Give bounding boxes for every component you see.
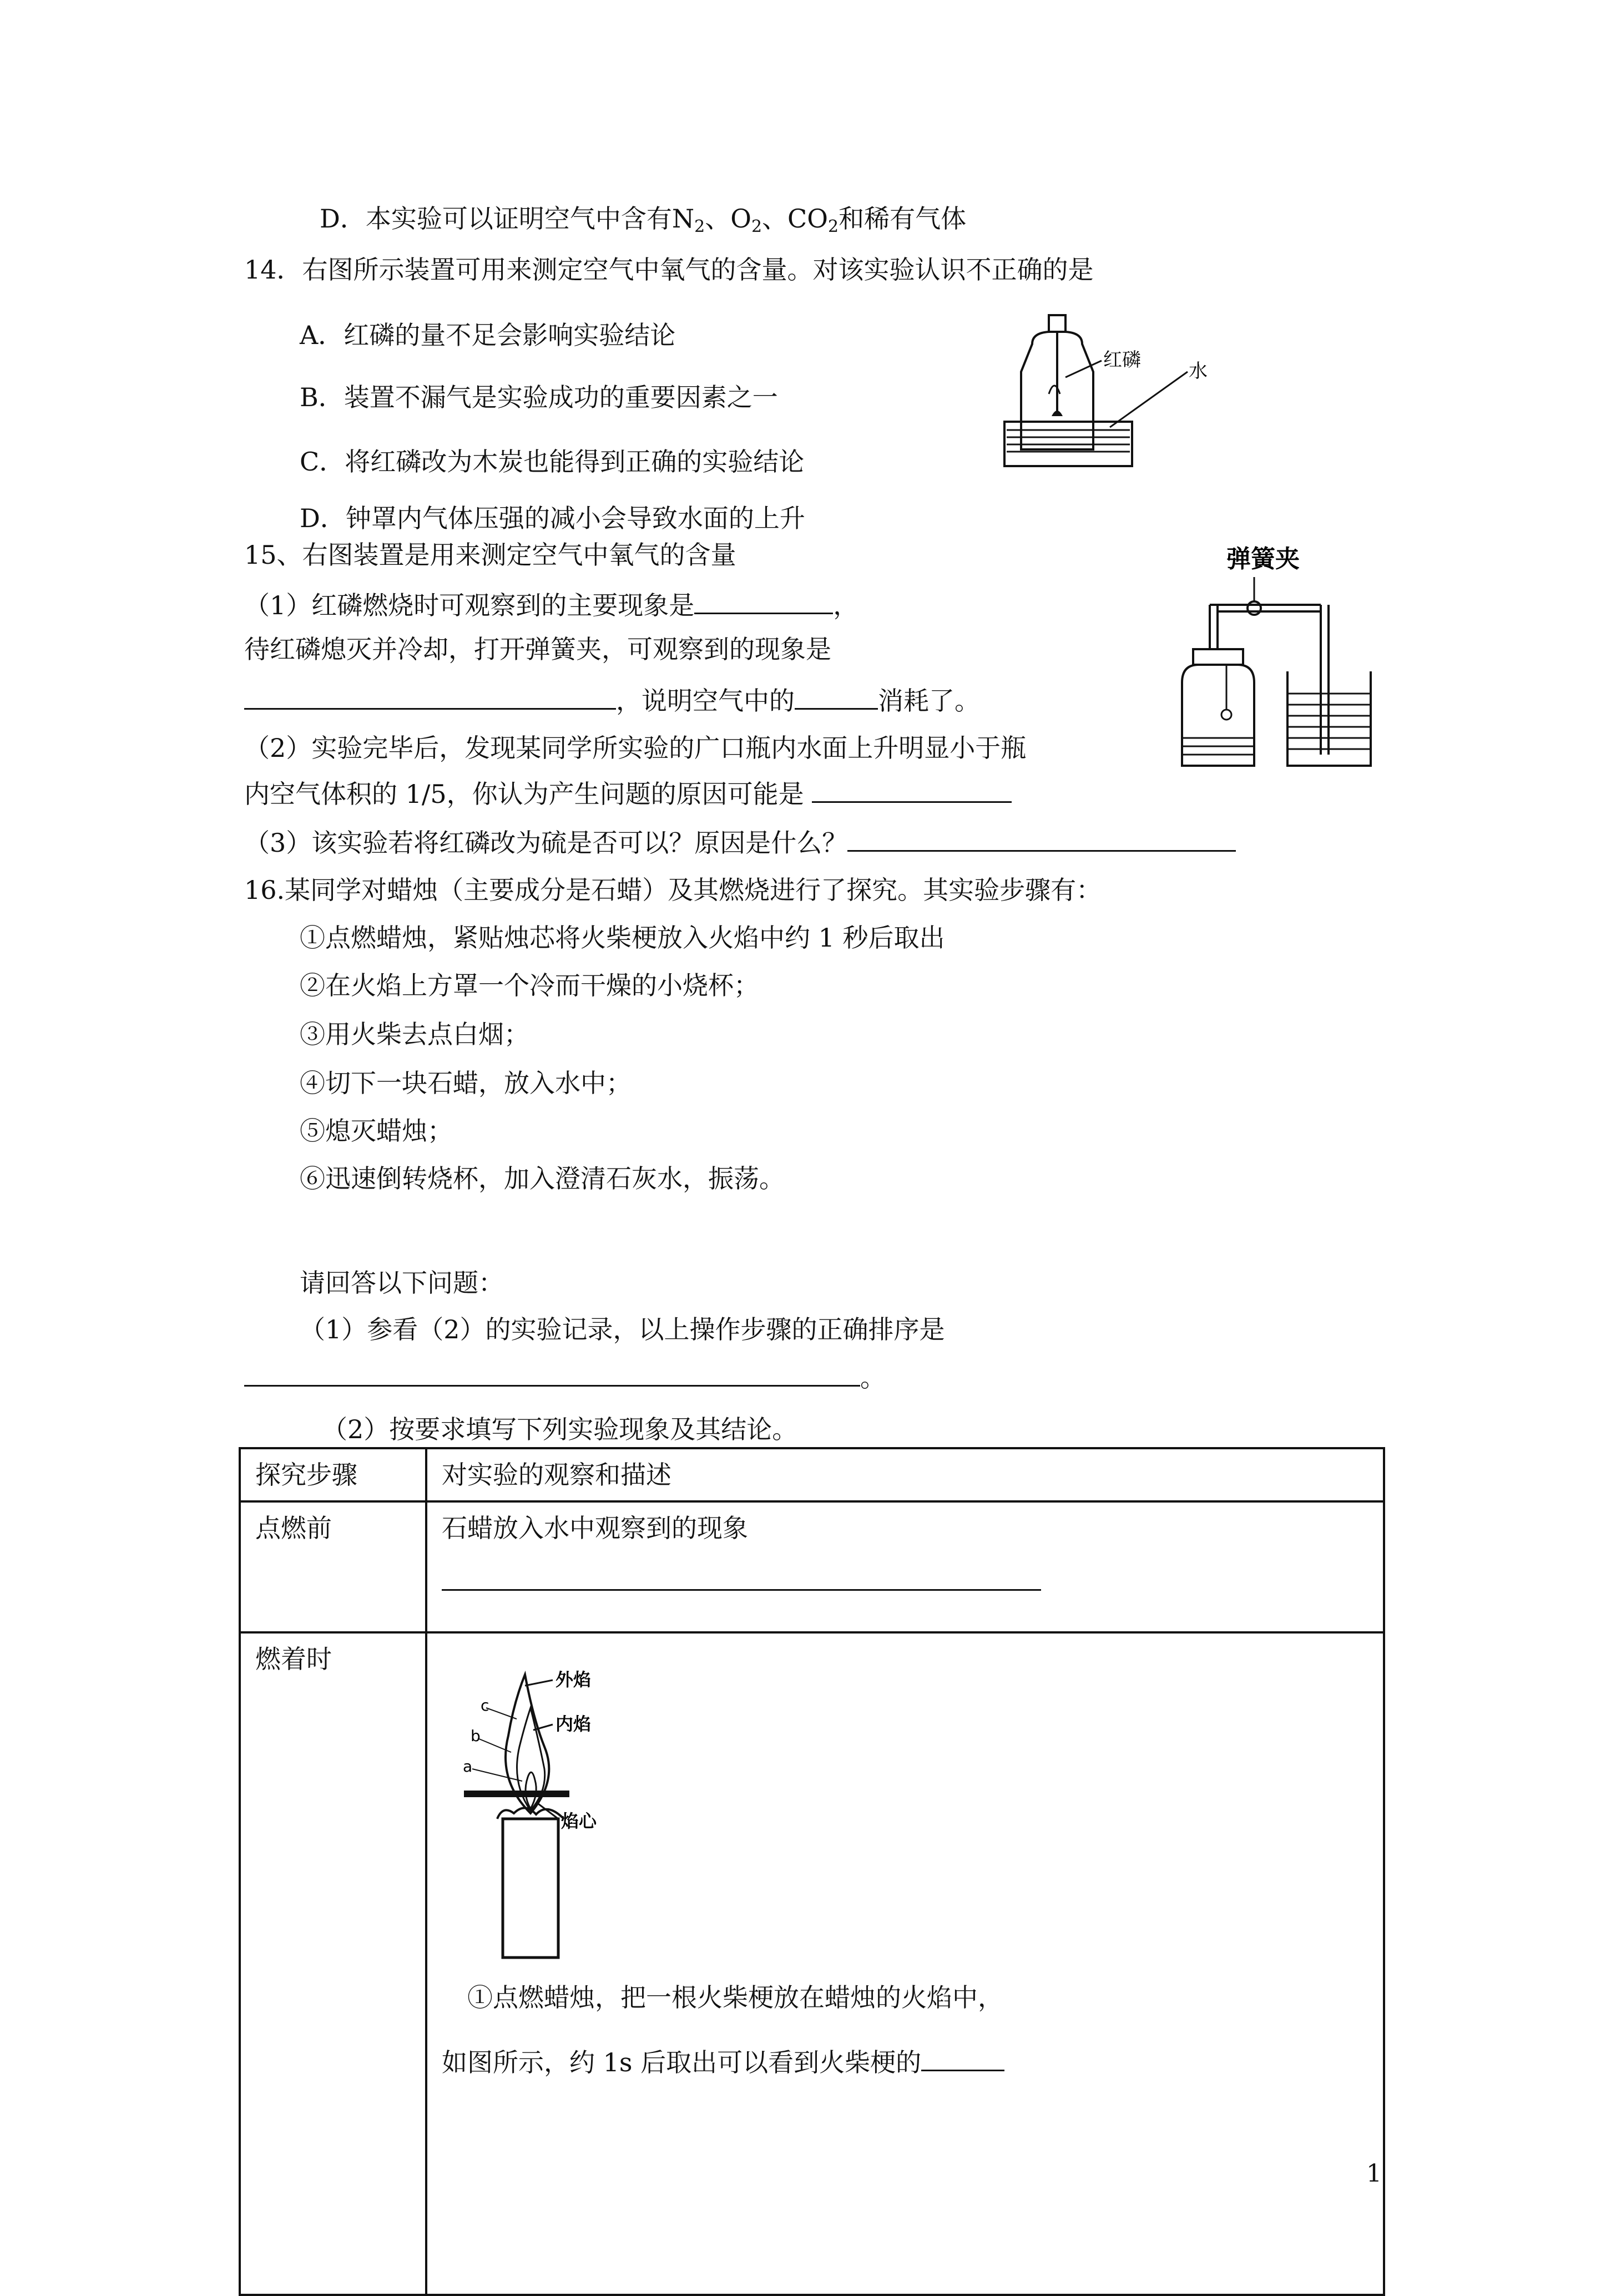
oxygen-apparatus-figure <box>1143 544 1398 777</box>
blank-step-order[interactable] <box>244 1361 860 1387</box>
label-flame-core: 焰心 <box>561 1810 597 1832</box>
blank-sulfur[interactable] <box>847 826 1236 852</box>
q16-step-3: ③用火柴去点白烟； <box>300 1019 529 1049</box>
label-spring-clip: 弹簧夹 <box>1226 545 1300 573</box>
blank-wax-in-water[interactable] <box>442 1565 1041 1591</box>
q16-step-2: ②在火焰上方罩一个冷而干燥的小烧杯； <box>300 970 759 1000</box>
q14-option-c: C．将红磷改为木炭也能得到正确的实验结论 <box>300 447 805 477</box>
blank-phenomenon-2[interactable] <box>244 684 616 710</box>
page-number: 1 <box>1366 2160 1382 2188</box>
blank-reason[interactable] <box>812 777 1012 803</box>
q16-step-6: ⑥迅速倒转烧杯，加入澄清石灰水，振荡。 <box>300 1164 785 1193</box>
q15-part1-c: ，说明空气中的 消耗了。 <box>244 684 980 717</box>
q15-part2-b: 内空气体积的 1/5，你认为产生问题的原因可能是 <box>244 777 1012 811</box>
experiment-table <box>239 1447 1385 2296</box>
q16-sub1-answer: 。 <box>244 1361 886 1394</box>
q16-sub2: （2）按要求填写下列实验现象及其结论。 <box>322 1414 798 1444</box>
q15-part1-a: （1）红磷燃烧时可观察到的主要现象是 ， <box>244 588 858 622</box>
q16-step-5: ⑤熄灭蜡烛； <box>300 1116 453 1146</box>
blank-phenomenon[interactable] <box>694 588 833 614</box>
table-header-row <box>240 1448 1384 1501</box>
table-row <box>240 1632 1384 2295</box>
q15-part2-a: （2）实验完毕后，发现某同学所实验的广口瓶内水面上升明显小于瓶 <box>244 733 1027 763</box>
header-description: 对实验的观察和描述 <box>426 1448 1384 1501</box>
row-description <box>426 1632 1384 2295</box>
q15-stem: 15、右图装置是用来测定空气中氧气的含量 <box>244 540 736 570</box>
q15-part1-b: 待红磷熄灭并冷却，打开弹簧夹，可观察到的现象是 <box>244 634 831 664</box>
bell-jar-figure <box>999 311 1243 472</box>
q16-prompt: 请回答以下问题： <box>300 1268 504 1298</box>
row-step: 点燃前 <box>240 1501 426 1632</box>
q14-option-b: B．装置不漏气是实验成功的重要因素之一 <box>300 382 778 412</box>
q14-stem: 14．右图所示装置可用来测定空气中氧气的含量。对该实验认识不正确的是 <box>244 255 1094 285</box>
row-step: 燃着时 <box>240 1632 426 2295</box>
label-inner-flame: 内焰 <box>555 1713 592 1734</box>
q16-step-1: ①点燃蜡烛，紧贴烛芯将火柴梗放入火焰中约 1 秒后取出 <box>300 923 945 953</box>
q14-option-d: D．钟罩内气体压强的减小会导致水面的上升 <box>300 503 805 533</box>
blank-matchstick[interactable] <box>921 2045 1004 2071</box>
row-description <box>426 1501 1384 1632</box>
desc-burning-1: ①点燃蜡烛，把一根火柴梗放在蜡烛的火焰中， <box>467 1983 1003 2012</box>
q16-sub1: （1）参看（2）的实验记录，以上操作步骤的正确排序是 <box>300 1314 945 1344</box>
desc-before-lighting: 石蜡放入水中观察到的现象 <box>442 1513 748 1543</box>
label-phosphorus: 红磷 <box>1103 349 1141 371</box>
blank-consumed[interactable] <box>795 684 878 710</box>
label-water: 水 <box>1189 360 1208 382</box>
table-row <box>240 1501 1384 1632</box>
q15-part3: （3）该实验若将红磷改为硫是否可以？原因是什么？ <box>244 826 1236 859</box>
label-b: b <box>471 1727 481 1745</box>
q16-step-4: ④切下一块石蜡，放入水中； <box>300 1068 632 1098</box>
desc-burning-2: 如图所示，约 1s 后取出可以看到火柴梗的 <box>442 2045 1368 2079</box>
q13-option-d: D．本实验可以证明空气中含有$N_2$、$O_2$、$CO_2$和稀有气体 <box>320 204 967 236</box>
header-step: 探究步骤 <box>240 1448 426 1501</box>
label-a: a <box>463 1757 473 1776</box>
label-c: c <box>481 1696 489 1715</box>
q16-stem: 16.某同学对蜡烛（主要成分是石蜡）及其燃烧进行了探究。其实验步骤有： <box>244 875 1102 905</box>
q14-option-a: A．红磷的量不足会影响实验结论 <box>300 320 676 350</box>
candle-flame-figure <box>442 1652 625 1963</box>
label-outer-flame: 外焰 <box>555 1669 592 1690</box>
